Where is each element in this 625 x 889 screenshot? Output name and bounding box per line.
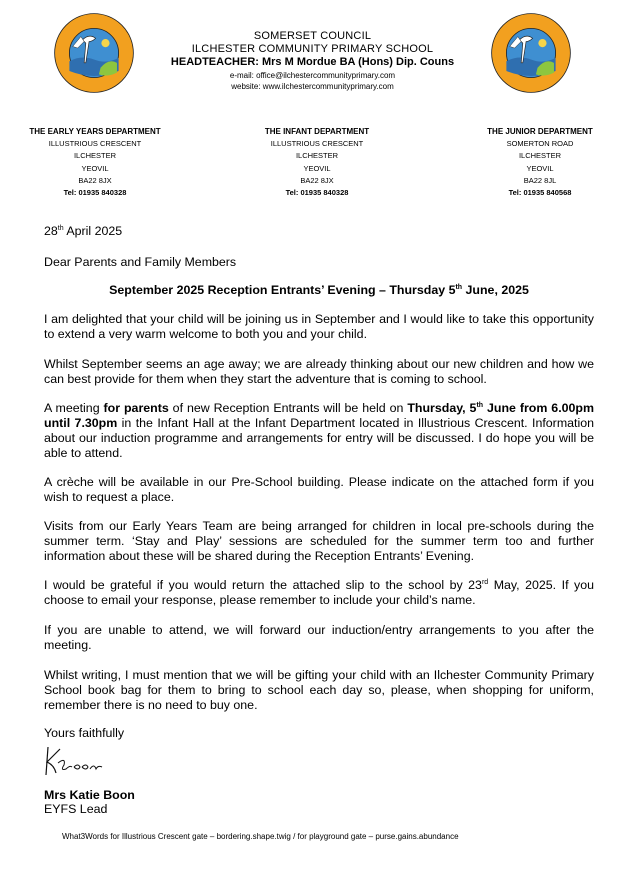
paragraph-return-slip: I would be grateful if you would return the attached slip to the school by 23rd May, 2025. If you choose to email your response, please remember to include your child’s name. [44,578,594,607]
address-line: ILLUSTRIOUS CRESCENT [270,139,364,149]
address-line: YEOVIL [303,163,331,173]
department-tel: Tel: 01935 840328 [285,188,349,198]
address-line: YEOVIL [526,163,554,173]
department-name: THE INFANT DEPARTMENT [264,127,370,136]
department-early-years [0,126,190,199]
council-name: SOMERSET COUNCIL [253,30,372,42]
department-name: THE JUNIOR DEPARTMENT [487,127,593,136]
salutation: Dear Parents and Family Members [44,255,237,269]
address-line: BA22 8JX [300,175,334,185]
department-infant [222,126,412,199]
paragraph-planning: Whilst September seems an age away; we are already thinking about our new children and how we can best provide for them when they start the adventure that is coming to school. [44,357,594,386]
paragraph-unable-attend: If you are unable to attend, we will forward our induction/entry arrangements to you after the meeting. [44,623,594,652]
school-logo-right [490,12,572,94]
address-line: SOMERTON ROAD [506,139,574,149]
paragraph-welcome: I am delighted that your child will be joining us in September and I would like to take this opportunity to extend a very warm welcome to both you and your child. [44,312,594,341]
letter-subject: September 2025 Reception Entrants’ Evening – Thursday 5th June, 2025 [109,283,529,297]
signatory-name: Mrs Katie Boon [44,788,135,802]
school-logo-left [53,12,135,94]
address-line: ILCHESTER [73,151,117,161]
school-email[interactable]: e-mail: office@ilchestercommunityprimary.com [229,71,396,80]
address-line: YEOVIL [81,163,109,173]
paragraph-creche: A crèche will be available in our Pre-School building. Please indicate on the attached form if you wish to request a place. [44,475,594,504]
department-name: THE EARLY YEARS DEPARTMENT [29,127,161,136]
department-tel: Tel: 01935 840328 [63,188,127,198]
department-tel: Tel: 01935 840568 [508,188,572,198]
address-line: BA22 8JL [523,175,557,185]
address-line: ILCHESTER [518,151,562,161]
handwritten-signature [40,745,112,779]
paragraph-visits: Visits from our Early Years Team are being arranged for children in local pre-schools during the summer term. ‘Stay and Play’ sessions are scheduled for the summer term too and further information about these will be shared during the Reception Entrants’ Evening. [44,519,594,563]
address-line: ILLUSTRIOUS CRESCENT [48,139,142,149]
signatory-role: EYFS Lead [44,802,108,816]
headteacher-line: HEADTEACHER: Mrs M Mordue BA (Hons) Dip. Couns [170,56,455,68]
letter-date: 28th April 2025 [44,224,123,238]
paragraph-book-bag: Whilst writing, I must mention that we will be gifting your child with an Ilchester Community Primary School book bag for them to bring to school each day so, please, when shopping for uniform, remember there is no need to buy one. [44,668,594,712]
address-line: ILCHESTER [295,151,339,161]
paragraph-meeting: A meeting for parents of new Reception Entrants will be held on Thursday, 5th June from 6.00pm until 7.30pm in the Infant Hall at the Infant Department located in Illustrious Crescent. Information about our induction programme and arrangements for entry will be discussed. I do hope you will be able to attend. [44,401,595,460]
closing: Yours faithfully [44,726,125,740]
address-line: BA22 8JX [78,175,112,185]
school-website[interactable]: website: www.ilchestercommunityprimary.com [231,82,394,91]
department-junior [445,126,625,199]
what3words-footer: What3Words for Illustrious Crescent gate – bordering.shape.twig / for playground gate – purse.gains.abundance [62,832,459,841]
school-name: ILCHESTER COMMUNITY PRIMARY SCHOOL [191,43,434,55]
